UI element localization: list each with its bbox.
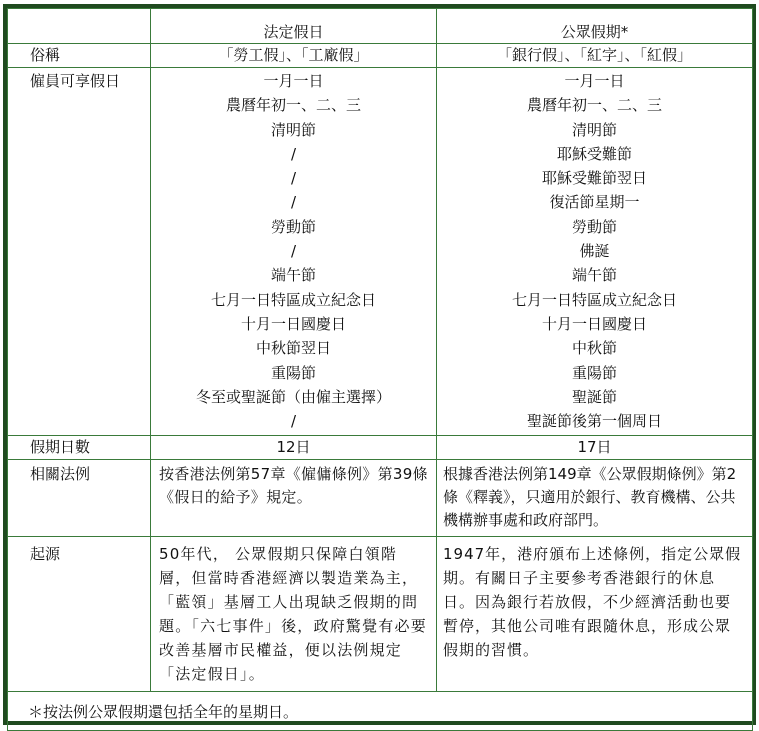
label-origin: 起源	[8, 537, 151, 692]
public-item: 端午節	[571, 266, 617, 285]
public-item: 耶穌受難節翌日	[541, 169, 647, 188]
holiday-comparison-table	[7, 8, 753, 731]
public-item: 耶穌受難節	[556, 144, 632, 163]
public-item: 聖誕節	[571, 387, 617, 406]
statutory-item: 農曆年初一、二、三	[225, 96, 361, 115]
header-statutory: 法定假日	[263, 23, 324, 41]
public-item: 勞動節	[571, 217, 617, 236]
statutory-item: 清明節	[270, 120, 316, 139]
statutory-item: 七月一日特區成立紀念日	[210, 290, 376, 309]
public-item: 農曆年初一、二、三	[526, 96, 662, 115]
origin-public: 1947年，港府頒布上述條例，指定公眾假期。有關日子主要參考香港銀行的休息日。因為銀行若放假，不少經濟活動也要暫停，其他公司唯有跟隨休息，形成公眾假期的習慣。	[437, 537, 753, 692]
statutory-item: 重陽節	[270, 363, 316, 382]
header-public-cell	[437, 9, 753, 44]
public-item: 聖誕節後第一個周日	[526, 412, 662, 431]
label-law: 相關法例	[8, 460, 151, 537]
law-public: 根據香港法例第149章《公眾假期條例》第2條《釋義》，只適用於銀行、教育機構、公共機構辦事處和政府部門。	[437, 460, 753, 537]
statutory-item: 中秋節翌日	[255, 339, 331, 358]
days-public: 17日	[437, 436, 753, 460]
row-days	[8, 436, 753, 460]
statutory-item: 十月一日國慶日	[240, 314, 346, 333]
statutory-item: /	[290, 144, 297, 163]
public-item: 一月一日	[564, 72, 625, 90]
statutory-item: 冬至或聖誕節（由僱主選擇）	[195, 387, 391, 406]
holidays-statutory-list	[151, 68, 437, 436]
public-item: 重陽節	[571, 363, 617, 382]
public-item: 中秋節	[571, 339, 617, 358]
law-statutory: 按香港法例第57章《僱傭條例》第39條《假日的給予》規定。	[151, 460, 437, 537]
origin-statutory: 50年代， 公眾假期只保障白領階層，但當時香港經濟以製造業為主，「藍領」基層工人出現缺乏假期的問題。「六七事件」後，政府驚覺有必要改善基層市民權益，便以法例規定「法定假日」。	[151, 537, 437, 692]
public-item: 佛誕	[579, 242, 610, 261]
statutory-item: /	[290, 169, 297, 188]
header-statutory-cell	[151, 9, 437, 44]
public-item: 十月一日國慶日	[541, 314, 647, 333]
label-days: 假期日數	[8, 436, 151, 460]
statutory-item: 一月一日	[263, 72, 324, 90]
statutory-item: 勞動節	[270, 217, 316, 236]
row-footnote	[8, 692, 753, 731]
public-item: 復活節星期一	[549, 193, 640, 212]
footnote: ＊按法例公眾假期還包括全年的星期日。	[8, 692, 753, 731]
header-empty-cell	[8, 9, 151, 44]
public-item: 清明節	[571, 120, 617, 139]
row-holidays	[8, 68, 753, 436]
statutory-item: /	[290, 412, 297, 431]
days-statutory: 12日	[151, 436, 437, 460]
holidays-public-list	[437, 68, 753, 436]
row-common-name	[8, 44, 753, 68]
common-name-public: 「銀行假」、「紅字」、「紅假」	[437, 44, 753, 68]
row-origin	[8, 537, 753, 692]
label-holidays: 僱員可享假日	[8, 68, 151, 436]
table-header-row	[8, 9, 753, 44]
row-law	[8, 460, 753, 537]
common-name-statutory: 「勞工假」、「工廠假」	[151, 44, 437, 68]
statutory-item: /	[290, 193, 297, 212]
statutory-item: /	[290, 242, 297, 261]
label-common-name: 俗稱	[8, 44, 151, 68]
header-public: 公眾假期*	[560, 23, 629, 41]
holiday-comparison-frame	[3, 4, 756, 725]
statutory-item: 端午節	[270, 266, 316, 285]
public-item: 七月一日特區成立紀念日	[511, 290, 677, 309]
